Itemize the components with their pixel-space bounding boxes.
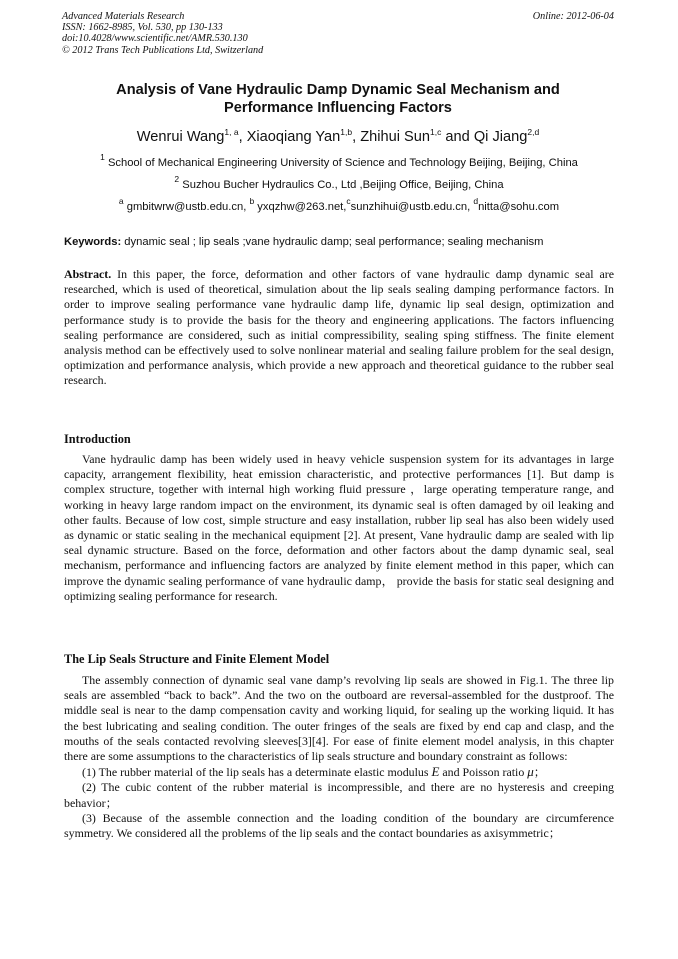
author-separator: , — [352, 129, 361, 145]
email-b: yxqzhw@263.net, — [257, 201, 347, 213]
author-separator: , — [238, 129, 247, 145]
affiliation-1 — [40, 152, 638, 170]
author-superscript: 1, a — [224, 127, 239, 137]
online-date: Online: 2012-06-04 — [532, 11, 614, 22]
section2-body — [64, 673, 614, 841]
abstract-text: In this paper, the force, deformation and other factors of vane hydraulic damp dynamic seal are researched, which is used of theoretical, simulation about the lip seals sealing damping performance factors. In order to improve sealing performance vane hydraulic damp life, dynamic lip seal design, optimization and performance study is to provide the basis for the theory and engineering applications. The factors influencing sealing performance are considered, such as initial compressibility, sealing sping stiffness. The finite element analysis method can be effectively used to solve nonlinear material and sealing failure problem for the seal design, optimization and performance analysis, which provide a new approach and theoretical guidance to the rubber seal research. — [64, 267, 614, 388]
poisson-ratio-symbol: μ — [527, 764, 534, 780]
author-name: Qi Jiang — [473, 129, 528, 145]
abstract-paragraph — [64, 267, 614, 389]
affiliation-text: Suzhou Bucher Hydraulics Co., Ltd ,Beijing Office, Beijing, China — [182, 179, 504, 191]
keywords-text: dynamic seal ; lip seals ;vane hydraulic damp; seal performance; sealing mechanism — [121, 236, 544, 248]
abstract-label: Abstract. — [64, 267, 112, 281]
affiliation-text: School of Mechanical Engineering University of Science and Technology Beijing, Beijing, China — [107, 157, 578, 169]
email-c: sunzhihui@ustb.edu.cn, — [350, 201, 474, 213]
author-name: Wenrui Wang — [136, 129, 225, 145]
email-mark: d — [473, 196, 479, 206]
elastic-modulus-symbol: E — [431, 764, 440, 780]
author-superscript: 1,b — [340, 127, 353, 137]
section2-paragraph: The assembly connection of dynamic seal vane damp’s revolving lip seals are showed in Fig.1. The three lip seals are assembled “back to back”. And the two on the outboard are reversal-assembled for the dustproof. The middle seal is near to the damp compensation cavity and working liquid, for sealing up the working liquid. It has the best lubricating and sealing condition. The outer fringes of the seals are fixed by end cap and clasp, and the mouths of the seals contacted revolving sleeves[3][4]. For ease of finite element model analysis, in this chapter there are some assumptions to the characteristics of lip seals structure and boundary constraint as follows: — [64, 673, 614, 764]
title-line-2: Performance Influencing Factors — [224, 100, 452, 117]
email-mark: c — [346, 196, 351, 206]
paper-title — [62, 81, 614, 118]
title-line-1: Analysis of Vane Hydraulic Damp Dynamic Seal Mechanism and — [116, 82, 560, 98]
author-name: Xiaoqiang Yan — [246, 129, 341, 145]
author-superscript: 2,d — [527, 127, 540, 137]
author-emails — [40, 196, 638, 214]
affiliation-2 — [40, 174, 638, 192]
affiliation-mark: 1 — [100, 152, 105, 162]
author-superscript: 1,c — [430, 127, 442, 137]
author-name: Zhihui Sun — [360, 129, 431, 145]
email-d: nitta@sohu.com — [478, 201, 560, 213]
introduction-paragraph: Vane hydraulic damp has been widely used in heavy vehicle suspension system for its advantages in large capacity, arrangement flexibility, heat emission characteristic, and protective performances [1]. But damp is complex structure, together with internal high working fluid pressure ，large operating temperature range, and working in heavy large random impact on the environment, its dynamic seal is often damaged by oil leaking and other faults. Because of low cost, simple structure and easy installation, rubber lip seal has also been widely used as dynamic or static sealing in the mechanical equipment [2]. At present, Vane hydraulic damp are sealed with lip seal dynamic structure. Based on the force, deformation and other factors about the damp dynamic seal, seal mechanism, performance and influencing factors are analyzed by finite element method in this paper, which can improve the dynamic sealing performance of vane hydraulic damp， provide the basis for static seal designing and optimizing sealing performance for research. — [64, 452, 614, 603]
assumption-list — [64, 764, 614, 841]
journal-issn: ISSN: 1662-8985, Vol. 530, pp 130-133 — [62, 22, 223, 34]
journal-header — [62, 11, 614, 56]
author-list — [62, 128, 614, 146]
assumption-item-3: (3) Because of the assemble connection and the loading condition of the boundary are circumference symmetry. We considered all the problems of the lip seals and the contact boundaries as axisymmetric； — [64, 810, 614, 841]
journal-name: Advanced Materials Research — [62, 11, 185, 22]
email-mark: b — [249, 196, 255, 206]
affiliation-mark: 2 — [174, 174, 180, 184]
email-mark: a — [118, 196, 124, 206]
journal-doi: doi:10.4028/www.scientific.net/AMR.530.130 — [62, 33, 248, 45]
journal-copyright: © 2012 Trans Tech Publications Ltd, Switzerland — [62, 44, 264, 56]
assumption-1-mid: and Poisson ratio — [439, 765, 528, 780]
assumption-item-2: (2) The cubic content of the rubber material is incompressible, and there are no hysteresis and creeping behavior； — [64, 780, 614, 810]
keywords-line — [64, 235, 616, 249]
assumption-1-post: ； — [533, 765, 546, 780]
keywords-label: Keywords: — [64, 236, 122, 248]
section2-heading: The Lip Seals Structure and Finite Element Model — [64, 652, 330, 666]
assumption-1-pre: (1) The rubber material of the lip seals has a determinate elastic modulus — [82, 765, 432, 780]
email-a: gmbitwrw@ustb.edu.cn, — [126, 201, 250, 213]
author-separator: and — [441, 129, 474, 145]
assumption-item-1 — [64, 764, 614, 780]
introduction-heading: Introduction — [64, 432, 131, 446]
